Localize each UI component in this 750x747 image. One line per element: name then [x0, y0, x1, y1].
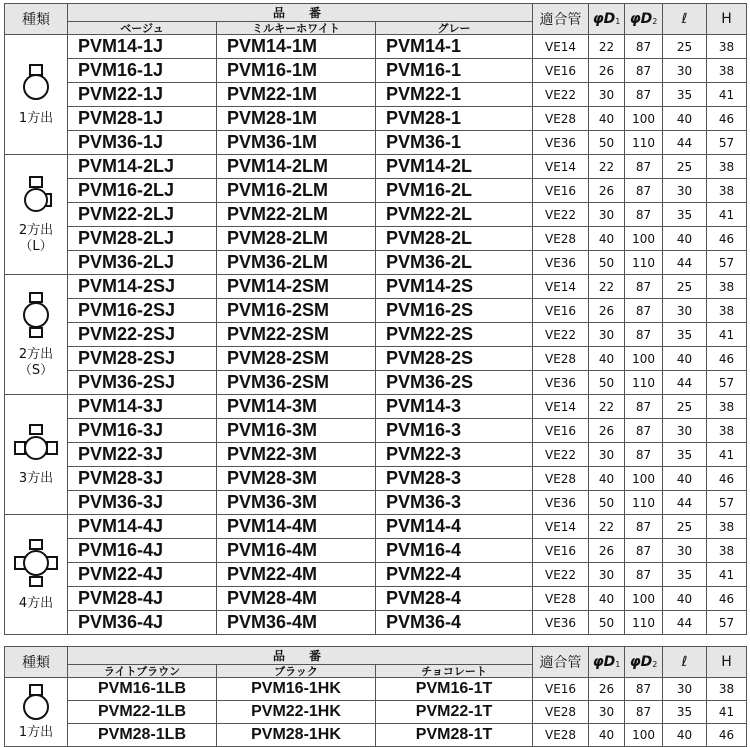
h-value: 57	[707, 371, 747, 395]
pipe-size: VE36	[533, 491, 589, 515]
type-cell	[5, 395, 68, 515]
type-sublabel: （L）	[19, 238, 53, 254]
part-number-milky-white: PVM16-1M	[217, 59, 376, 83]
table-row	[5, 299, 747, 323]
d1-value: 50	[589, 611, 625, 635]
type-label: 3方出	[18, 470, 54, 486]
d2-value: 87	[625, 539, 663, 563]
part-number-milky-white: PVM28-2LM	[217, 227, 376, 251]
l-value: 40	[663, 587, 707, 611]
d1-value: 26	[589, 678, 625, 701]
pipe-size: VE28	[533, 347, 589, 371]
l-value: 25	[663, 395, 707, 419]
table-row	[5, 724, 747, 747]
part-number-beige: PVM16-2LJ	[68, 179, 217, 203]
pipe-size: VE16	[533, 419, 589, 443]
part-number-gray: PVM16-1	[376, 59, 533, 83]
h-header: H	[707, 4, 747, 35]
d1-value: 22	[589, 275, 625, 299]
d1-value: 30	[589, 563, 625, 587]
part-number-gray: PVM14-4	[376, 515, 533, 539]
pipe-size: VE36	[533, 371, 589, 395]
h-value: 46	[707, 107, 747, 131]
part-number-gray: PVM36-1	[376, 131, 533, 155]
pipe-size: VE16	[533, 59, 589, 83]
pipe-size: VE16	[533, 539, 589, 563]
pipe-size: VE14	[533, 155, 589, 179]
l-value: 44	[663, 611, 707, 635]
table-row	[5, 35, 747, 59]
color-gray-header: グレー	[376, 22, 533, 35]
part-number-chocolate: PVM22-1T	[376, 701, 533, 724]
d1-value: 26	[589, 539, 625, 563]
d2-value: 100	[625, 227, 663, 251]
d2-header: φD2	[625, 647, 663, 678]
product-number-header: 品 番	[68, 4, 533, 22]
table-row	[5, 467, 747, 491]
part-number-beige: PVM16-3J	[68, 419, 217, 443]
table-row	[5, 83, 747, 107]
part-number-milky-white: PVM36-1M	[217, 131, 376, 155]
part-number-milky-white: PVM36-3M	[217, 491, 376, 515]
d1-value: 30	[589, 83, 625, 107]
pipe-size: VE28	[533, 724, 589, 747]
h-value: 46	[707, 227, 747, 251]
four-way-box-icon	[5, 538, 67, 588]
d2-value: 87	[625, 275, 663, 299]
d2-value: 110	[625, 131, 663, 155]
part-number-beige: PVM36-1J	[68, 131, 217, 155]
pipe-size: VE36	[533, 251, 589, 275]
product-table-extra-colors	[4, 646, 747, 747]
d1-value: 30	[589, 203, 625, 227]
pipe-size: VE28	[533, 467, 589, 491]
color-milky-white-header: ミルキーホワイト	[217, 22, 376, 35]
table-row	[5, 587, 747, 611]
l-value: 40	[663, 227, 707, 251]
table-row	[5, 491, 747, 515]
d1-value: 22	[589, 395, 625, 419]
pipe-size: VE14	[533, 515, 589, 539]
table-row	[5, 323, 747, 347]
part-number-gray: PVM36-4	[376, 611, 533, 635]
l-value: 30	[663, 678, 707, 701]
l-value: 44	[663, 491, 707, 515]
color-beige-header: ベージュ	[68, 22, 217, 35]
d1-value: 22	[589, 155, 625, 179]
h-value: 38	[707, 419, 747, 443]
part-number-gray: PVM14-1	[376, 35, 533, 59]
pipe-size: VE28	[533, 587, 589, 611]
part-number-milky-white: PVM28-3M	[217, 467, 376, 491]
table-row	[5, 419, 747, 443]
h-value: 41	[707, 83, 747, 107]
product-table-main	[4, 3, 747, 635]
part-number-chocolate: PVM28-1T	[376, 724, 533, 747]
part-number-milky-white: PVM22-1M	[217, 83, 376, 107]
color-chocolate-header: チョコレート	[376, 665, 533, 678]
part-number-beige: PVM14-1J	[68, 35, 217, 59]
type-cell	[5, 155, 68, 275]
part-number-beige: PVM28-2LJ	[68, 227, 217, 251]
part-number-gray: PVM22-2S	[376, 323, 533, 347]
part-number-milky-white: PVM16-4M	[217, 539, 376, 563]
h-value: 41	[707, 443, 747, 467]
part-number-milky-white: PVM16-2LM	[217, 179, 376, 203]
part-number-beige: PVM36-2LJ	[68, 251, 217, 275]
part-number-gray: PVM14-2L	[376, 155, 533, 179]
part-number-milky-white: PVM14-2SM	[217, 275, 376, 299]
pipe-size: VE14	[533, 395, 589, 419]
part-number-black: PVM22-1HK	[217, 701, 376, 724]
pipe-size: VE22	[533, 443, 589, 467]
part-number-gray: PVM36-2S	[376, 371, 533, 395]
d1-value: 50	[589, 491, 625, 515]
h-value: 38	[707, 179, 747, 203]
d2-value: 87	[625, 563, 663, 587]
l-value: 25	[663, 35, 707, 59]
part-number-beige: PVM14-2SJ	[68, 275, 217, 299]
product-number-header: 品 番	[68, 647, 533, 665]
part-number-gray: PVM16-2S	[376, 299, 533, 323]
d2-value: 87	[625, 678, 663, 701]
h-value: 41	[707, 563, 747, 587]
part-number-gray: PVM36-2L	[376, 251, 533, 275]
type-label: 1方出	[18, 725, 54, 740]
part-number-chocolate: PVM16-1T	[376, 678, 533, 701]
pipe-header: 適合管	[533, 4, 589, 35]
part-number-beige: PVM16-2SJ	[68, 299, 217, 323]
pipe-size: VE14	[533, 275, 589, 299]
h-value: 38	[707, 395, 747, 419]
part-number-beige: PVM22-1J	[68, 83, 217, 107]
part-number-black: PVM28-1HK	[217, 724, 376, 747]
part-number-beige: PVM28-4J	[68, 587, 217, 611]
part-number-milky-white: PVM28-2SM	[217, 347, 376, 371]
type-label: 2方出	[18, 222, 54, 238]
h-value: 38	[707, 678, 747, 701]
d1-value: 30	[589, 701, 625, 724]
part-number-milky-white: PVM28-4M	[217, 587, 376, 611]
pipe-size: VE16	[533, 299, 589, 323]
l-value: 25	[663, 155, 707, 179]
part-number-gray: PVM16-4	[376, 539, 533, 563]
part-number-milky-white: PVM14-3M	[217, 395, 376, 419]
d2-value: 87	[625, 701, 663, 724]
pipe-size: VE16	[533, 678, 589, 701]
table-row	[5, 275, 747, 299]
h-value: 57	[707, 491, 747, 515]
h-value: 38	[707, 539, 747, 563]
d2-value: 100	[625, 587, 663, 611]
part-number-milky-white: PVM14-1M	[217, 35, 376, 59]
h-value: 57	[707, 131, 747, 155]
part-number-milky-white: PVM36-2LM	[217, 251, 376, 275]
color-black-header: ブラック	[217, 665, 376, 678]
three-way-box-icon	[5, 423, 67, 463]
d1-value: 40	[589, 724, 625, 747]
part-number-black: PVM16-1HK	[217, 678, 376, 701]
l-value: 35	[663, 563, 707, 587]
d1-value: 40	[589, 107, 625, 131]
d2-value: 87	[625, 395, 663, 419]
table-row	[5, 203, 747, 227]
one-way-box-icon	[5, 683, 67, 723]
h-value: 38	[707, 155, 747, 179]
part-number-milky-white: PVM16-3M	[217, 419, 376, 443]
h-value: 38	[707, 515, 747, 539]
part-number-gray: PVM14-2S	[376, 275, 533, 299]
l-value: 25	[663, 275, 707, 299]
d2-value: 87	[625, 83, 663, 107]
l-value: 40	[663, 724, 707, 747]
d2-value: 100	[625, 724, 663, 747]
d2-value: 87	[625, 419, 663, 443]
d2-value: 87	[625, 179, 663, 203]
type-label: 1方出	[18, 110, 54, 126]
part-number-gray: PVM36-3	[376, 491, 533, 515]
table-row	[5, 227, 747, 251]
d1-value: 22	[589, 515, 625, 539]
h-value: 38	[707, 275, 747, 299]
table-row	[5, 155, 747, 179]
l-value: 35	[663, 323, 707, 347]
d2-value: 87	[625, 299, 663, 323]
table-row	[5, 611, 747, 635]
table-row	[5, 179, 747, 203]
type-sublabel: （S）	[18, 362, 54, 378]
pipe-size: VE28	[533, 701, 589, 724]
l-value: 44	[663, 371, 707, 395]
part-number-gray: PVM16-3	[376, 419, 533, 443]
pipe-size: VE22	[533, 203, 589, 227]
type-label: 4方出	[18, 595, 54, 611]
part-number-gray: PVM16-2L	[376, 179, 533, 203]
part-number-beige: PVM14-2LJ	[68, 155, 217, 179]
part-number-milky-white: PVM22-4M	[217, 563, 376, 587]
table-row	[5, 347, 747, 371]
d2-value: 100	[625, 347, 663, 371]
two-way-l-box-icon	[5, 175, 67, 215]
d2-value: 87	[625, 323, 663, 347]
d1-value: 22	[589, 35, 625, 59]
kind-header: 種類	[5, 647, 68, 678]
pipe-header: 適合管	[533, 647, 589, 678]
d1-header: φD1	[589, 4, 625, 35]
pipe-size: VE22	[533, 323, 589, 347]
l-value: 35	[663, 83, 707, 107]
l-value: 30	[663, 299, 707, 323]
h-value: 38	[707, 299, 747, 323]
part-number-milky-white: PVM36-2SM	[217, 371, 376, 395]
l-value: 44	[663, 251, 707, 275]
d2-value: 87	[625, 443, 663, 467]
table-row	[5, 539, 747, 563]
table-row	[5, 371, 747, 395]
h-value: 41	[707, 203, 747, 227]
part-number-milky-white: PVM28-1M	[217, 107, 376, 131]
pipe-size: VE28	[533, 107, 589, 131]
d2-value: 110	[625, 611, 663, 635]
type-label: 2方出	[18, 346, 54, 362]
type-cell	[5, 35, 68, 155]
h-value: 46	[707, 587, 747, 611]
type-cell	[5, 275, 68, 395]
d1-value: 40	[589, 227, 625, 251]
d2-value: 110	[625, 251, 663, 275]
l-value: 30	[663, 419, 707, 443]
part-number-beige: PVM28-1J	[68, 107, 217, 131]
type-cell	[5, 678, 68, 747]
part-number-beige: PVM16-4J	[68, 539, 217, 563]
table-row	[5, 395, 747, 419]
d1-value: 26	[589, 179, 625, 203]
d1-value: 26	[589, 59, 625, 83]
h-value: 38	[707, 35, 747, 59]
d1-value: 40	[589, 467, 625, 491]
part-number-milky-white: PVM22-2SM	[217, 323, 376, 347]
d1-value: 30	[589, 443, 625, 467]
part-number-beige: PVM36-3J	[68, 491, 217, 515]
d2-value: 100	[625, 107, 663, 131]
h-value: 41	[707, 323, 747, 347]
part-number-beige: PVM22-2LJ	[68, 203, 217, 227]
part-number-milky-white: PVM14-2LM	[217, 155, 376, 179]
one-way-box-icon	[5, 63, 67, 103]
table-row	[5, 678, 747, 701]
part-number-gray: PVM28-3	[376, 467, 533, 491]
l-value: 30	[663, 59, 707, 83]
part-number-beige: PVM28-3J	[68, 467, 217, 491]
table-row	[5, 701, 747, 724]
part-number-gray: PVM28-2S	[376, 347, 533, 371]
part-number-beige: PVM36-2SJ	[68, 371, 217, 395]
h-header: H	[707, 647, 747, 678]
l-value: 30	[663, 179, 707, 203]
table-row	[5, 131, 747, 155]
l-header: ℓ	[663, 647, 707, 678]
table-row	[5, 251, 747, 275]
d1-header: φD1	[589, 647, 625, 678]
d2-value: 87	[625, 35, 663, 59]
d1-value: 26	[589, 299, 625, 323]
part-number-milky-white: PVM22-3M	[217, 443, 376, 467]
part-number-beige: PVM22-4J	[68, 563, 217, 587]
pipe-size: VE28	[533, 227, 589, 251]
part-number-gray: PVM14-3	[376, 395, 533, 419]
l-value: 40	[663, 347, 707, 371]
type-cell	[5, 515, 68, 635]
part-number-beige: PVM22-3J	[68, 443, 217, 467]
part-number-gray: PVM22-3	[376, 443, 533, 467]
l-header: ℓ	[663, 4, 707, 35]
pipe-size: VE22	[533, 83, 589, 107]
d2-header: φD2	[625, 4, 663, 35]
l-value: 35	[663, 443, 707, 467]
part-number-beige: PVM16-1J	[68, 59, 217, 83]
part-number-beige: PVM28-2SJ	[68, 347, 217, 371]
table-row	[5, 107, 747, 131]
pipe-size: VE14	[533, 35, 589, 59]
part-number-beige: PVM14-4J	[68, 515, 217, 539]
part-number-milky-white: PVM16-2SM	[217, 299, 376, 323]
part-number-gray: PVM22-4	[376, 563, 533, 587]
part-number-milky-white: PVM36-4M	[217, 611, 376, 635]
part-number-gray: PVM22-2L	[376, 203, 533, 227]
color-light-brown-header: ライトブラウン	[68, 665, 217, 678]
d1-value: 26	[589, 419, 625, 443]
d1-value: 40	[589, 347, 625, 371]
d2-value: 110	[625, 371, 663, 395]
l-value: 44	[663, 131, 707, 155]
l-value: 25	[663, 515, 707, 539]
part-number-light-brown: PVM16-1LB	[68, 678, 217, 701]
d2-value: 87	[625, 59, 663, 83]
d1-value: 50	[589, 131, 625, 155]
part-number-gray: PVM22-1	[376, 83, 533, 107]
part-number-gray: PVM28-1	[376, 107, 533, 131]
d1-value: 30	[589, 323, 625, 347]
part-number-beige: PVM22-2SJ	[68, 323, 217, 347]
d2-value: 87	[625, 203, 663, 227]
part-number-beige: PVM14-3J	[68, 395, 217, 419]
table-row	[5, 59, 747, 83]
part-number-milky-white: PVM14-4M	[217, 515, 376, 539]
table-row	[5, 563, 747, 587]
d1-value: 40	[589, 587, 625, 611]
kind-header: 種類	[5, 4, 68, 35]
part-number-milky-white: PVM22-2LM	[217, 203, 376, 227]
d1-value: 50	[589, 371, 625, 395]
l-value: 30	[663, 539, 707, 563]
l-value: 40	[663, 467, 707, 491]
table-row	[5, 515, 747, 539]
h-value: 46	[707, 467, 747, 491]
l-value: 35	[663, 701, 707, 724]
pipe-size: VE36	[533, 611, 589, 635]
d2-value: 110	[625, 491, 663, 515]
l-value: 40	[663, 107, 707, 131]
d2-value: 100	[625, 467, 663, 491]
h-value: 46	[707, 347, 747, 371]
table-row	[5, 443, 747, 467]
pipe-size: VE22	[533, 563, 589, 587]
d1-value: 50	[589, 251, 625, 275]
part-number-gray: PVM28-2L	[376, 227, 533, 251]
h-value: 57	[707, 251, 747, 275]
part-number-gray: PVM28-4	[376, 587, 533, 611]
two-way-s-box-icon	[5, 291, 67, 339]
d2-value: 87	[625, 515, 663, 539]
l-value: 35	[663, 203, 707, 227]
pipe-size: VE36	[533, 131, 589, 155]
d2-value: 87	[625, 155, 663, 179]
pipe-size: VE16	[533, 179, 589, 203]
h-value: 46	[707, 724, 747, 747]
part-number-light-brown: PVM22-1LB	[68, 701, 217, 724]
part-number-beige: PVM36-4J	[68, 611, 217, 635]
h-value: 38	[707, 59, 747, 83]
part-number-light-brown: PVM28-1LB	[68, 724, 217, 747]
h-value: 57	[707, 611, 747, 635]
h-value: 41	[707, 701, 747, 724]
